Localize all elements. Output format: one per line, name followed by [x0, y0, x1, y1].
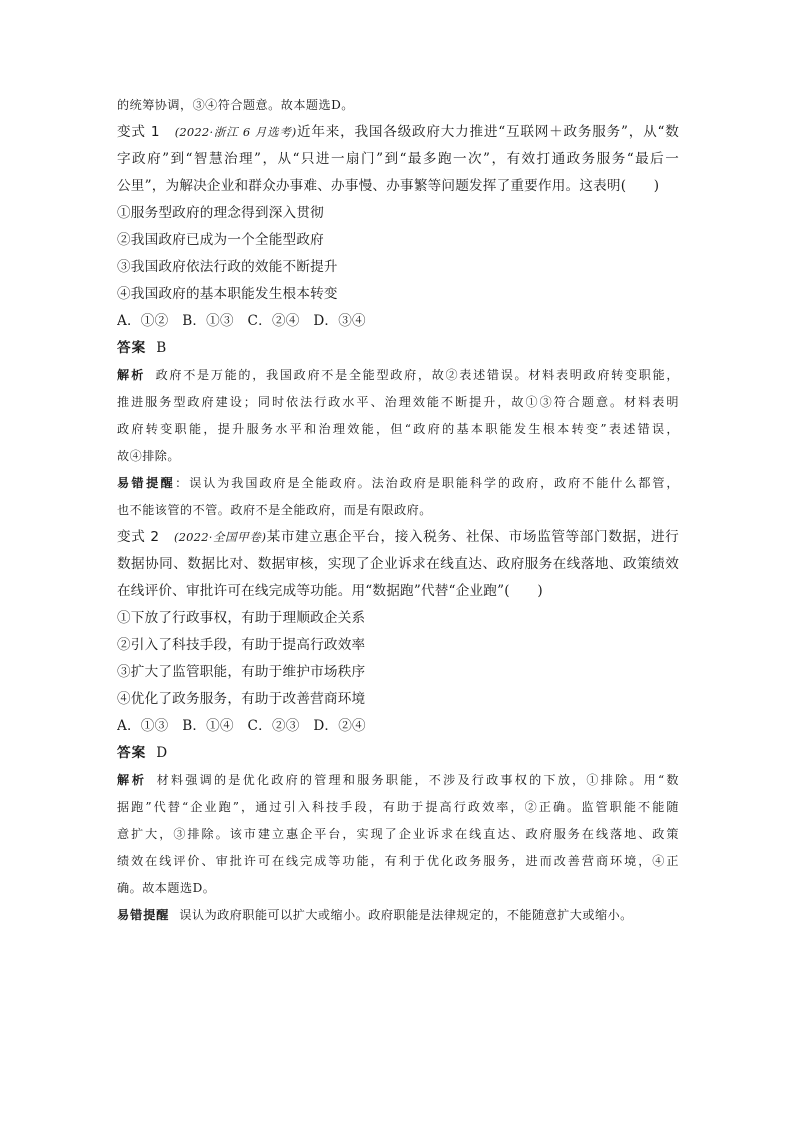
q2-tip-label: 易错提醒	[117, 908, 170, 922]
q1-tip-line-1	[117, 470, 679, 497]
q1-analysis-line-1	[117, 362, 679, 389]
q1-answer-line	[117, 335, 679, 362]
q2-analysis-line-5: 确。故本题选D。	[117, 881, 216, 895]
q1-option-2: ②我国政府已成为一个全能型政府	[117, 232, 324, 248]
q2-stem-line-3: 在线评价、审批许可在线完成等功能。用“数据跑”代替“企业跑”( )	[117, 583, 543, 599]
q2-option-2: ②引入了科技手段，有助于提高行政效率	[117, 637, 366, 653]
q1-analysis-label: 解析	[117, 368, 146, 382]
q1-tip-label: 易错提醒	[117, 476, 176, 490]
q1-analysis-line-2: 推进服务型政府建设；同时依法行政水平、治理效能不断提升，故①③符合题意。材料表明	[117, 395, 679, 409]
q1-stem-text-1: 近年来，我国各级政府大力推进“互联网＋政务服务”，从“数	[296, 124, 679, 140]
q1-analysis-line-4: 故④排除。	[117, 449, 180, 463]
q2-source: (2022·全国甲卷)	[173, 530, 267, 544]
q1-option-3: ③我国政府依法行政的效能不断提升	[117, 259, 338, 275]
q1-stem-line-1	[117, 119, 679, 146]
q1-analysis-line-3: 政府转变职能，提升服务水平和治理效能，但“政府的基本职能发生根本转变”表述错误，	[117, 422, 679, 436]
previous-analysis-tail: 的统筹协调，③④符合题意。故本题选D。	[117, 98, 354, 112]
q1-choices: A．①② B．①③ C．②④ D．③④	[117, 313, 366, 329]
q2-stem-text-1: 某市建立惠企平台，接入税务、社保、市场监管等部门数据，进行	[266, 529, 679, 545]
q1-answer-value: B	[156, 340, 167, 356]
q2-tip-text-1: 误认为政府职能可以扩大或缩小。政府职能是法律规定的，不能随意扩大或缩小。	[179, 908, 633, 922]
q2-answer-value: D	[156, 745, 168, 761]
q1-stem-line-2: 字政府”到“智慧治理”，从“只进一扇门”到“最多跑一次”，有效打通政务服务“最后一	[117, 151, 679, 167]
q1-tip-text-1: ：误认为我国政府是全能政府。法治政府是职能科学的政府，政府不能什么都管，	[175, 476, 679, 490]
q1-stem-line-3: 公里”，为解决企业和群众办事难、办事慢、办事繁等问题发挥了重要作用。这表明( )	[117, 178, 660, 194]
q1-option-1: ①服务型政府的理念得到深入贯彻	[117, 205, 324, 221]
q2-answer-label: 答案	[117, 745, 147, 761]
q1-tip-line-2: 也不能该管的不管。政府不是全能政府，而是有限政府。	[117, 503, 432, 517]
q2-option-4: ④优化了政务服务，有助于改善营商环境	[117, 691, 366, 707]
q2-option-3: ③扩大了监管职能，有助于维护市场秩序	[117, 664, 366, 680]
q1-label: 变式 1	[117, 124, 160, 140]
q1-answer-label: 答案	[117, 340, 147, 356]
q1-source: (2022·浙江 6 月选考)	[174, 125, 297, 139]
document-page	[117, 92, 679, 929]
q2-analysis-line-4: 绩效在线评价、审批许可在线完成等功能，有利于优化政务服务，进而改善营商环境，④正	[117, 854, 679, 868]
q2-analysis-text-1: 材料强调的是优化政府的管理和服务职能，不涉及行政事权的下放，①排除。用“数	[156, 773, 679, 787]
q2-analysis-line-2: 据跑”代替“企业跑”，通过引入科技手段，有助于提高行政效率，②正确。监管职能不能随	[117, 800, 679, 814]
q1-analysis-text-1: 政府不是万能的，我国政府不是全能型政府，故②表述错误。材料表明政府转变职能，	[155, 368, 679, 382]
q2-stem-line-2: 数据协同、数据比对、数据审核，实现了企业诉求在线直达、政府服务在线落地、政策绩效	[117, 556, 679, 572]
q2-stem-line-1	[117, 524, 679, 551]
q1-option-4: ④我国政府的基本职能发生根本转变	[117, 286, 338, 302]
q2-analysis-label: 解析	[117, 773, 147, 787]
q2-label: 变式 2	[117, 529, 160, 545]
q2-answer-line	[117, 740, 679, 767]
q2-analysis-line-1	[117, 767, 679, 794]
q2-choices: A．①③ B．①④ C．②③ D．②④	[117, 718, 366, 734]
q2-tip-line-1	[117, 902, 679, 929]
q2-option-1: ①下放了行政事权，有助于理顺政企关系	[117, 610, 366, 626]
q2-analysis-line-3: 意扩大，③排除。该市建立惠企平台，实现了企业诉求在线直达、政府服务在线落地、政策	[117, 827, 679, 841]
